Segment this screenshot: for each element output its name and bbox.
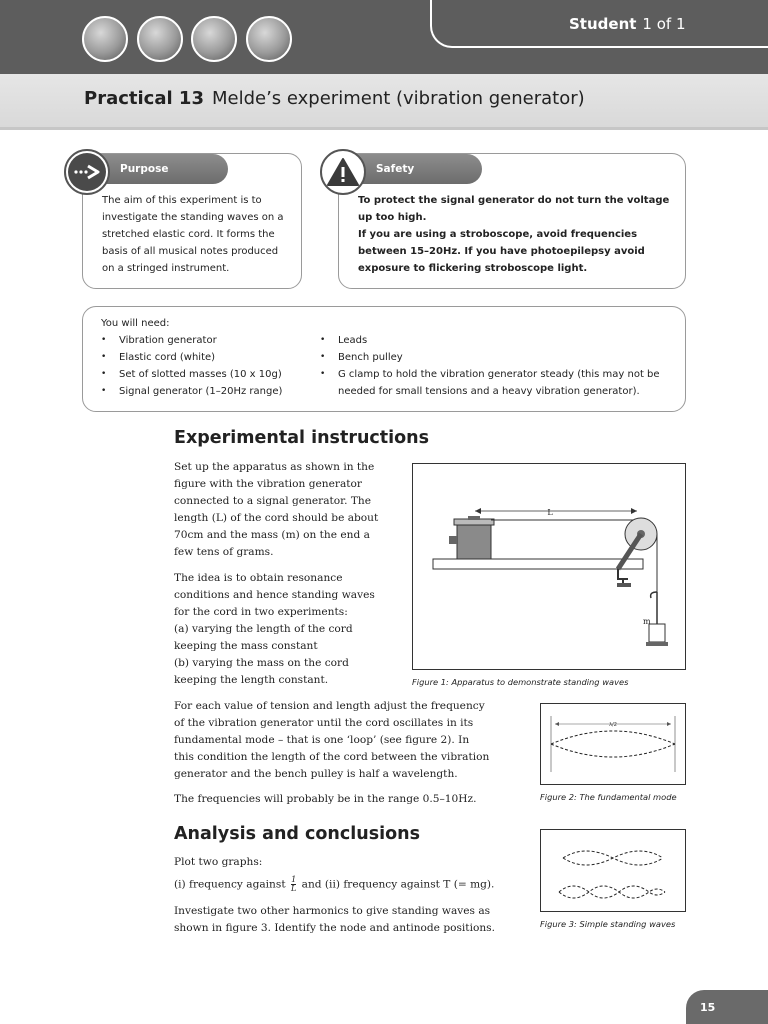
instructions-paragraph-4: The frequencies will probably be in the range 0.5–10Hz. (174, 793, 477, 805)
practical-number: Practical 13 (84, 88, 204, 109)
analysis-paragraph-2: (i) frequency against $\frac{1}{L}$ and (ii) frequency against T (= mg). (174, 875, 495, 893)
analysis-paragraph-1: Plot two graphs: (174, 856, 263, 868)
arrow-icon (73, 162, 101, 182)
analysis-paragraph-3: Investigate two other harmonics to give standing waves as shown in figure 3. Identify the node and antinode positions. (174, 905, 495, 934)
instructions-paragraph-1: Set up the apparatus as shown in the figure with the vibration generator connected to a signal generator. The length (L) of the cord should be about 70cm and the mass (m) on the end a few tens of grams. (174, 461, 379, 558)
list-item: • Set of slotted masses (10 x 10g) (101, 366, 282, 383)
equipment-list-left (101, 332, 282, 400)
practical-title: Melde’s experiment (vibration generator) (211, 88, 585, 109)
list-item: • Elastic cord (white) (101, 349, 282, 366)
analysis-heading: Analysis and conclusions (174, 824, 421, 844)
figure-2-caption: Figure 2: The fundamental mode (540, 792, 677, 802)
page-title (84, 88, 585, 109)
figure-1-apparatus (412, 463, 686, 670)
header-photo-1 (82, 16, 128, 62)
one-over-L-fraction: $\frac{1}{L}$ (290, 875, 297, 893)
list-item: • Bench pulley (320, 349, 660, 366)
mass-label: m (643, 617, 651, 626)
figure-3-standing-waves (540, 829, 686, 912)
fundamental-mode-diagram (541, 704, 685, 784)
header-photo-4 (246, 16, 292, 62)
figure-2-fundamental-mode (540, 703, 686, 785)
warning-triangle-icon (326, 157, 360, 187)
safety-icon (320, 149, 366, 195)
instructions-heading: Experimental instructions (174, 428, 430, 448)
header-photo-2 (137, 16, 183, 62)
instructions-paragraph-3: For each value of tension and length adjust the frequency of the vibration generator until the cord oscillates in its fundamental mode – that is one ‘loop’ (see figure 2). In this condition the length of the cord between the vibration generator and the bench pulley is half a wavelength. (174, 700, 490, 780)
figure-3-caption: Figure 3: Simple standing waves (540, 919, 676, 929)
header-photo-3 (191, 16, 237, 62)
purpose-icon (64, 149, 110, 195)
list-item: • G clamp to hold the vibration generator steady (this may not be (320, 366, 660, 383)
student-label: Student 1 of 1 (569, 15, 686, 33)
list-item: • Signal generator (1–20Hz range) (101, 383, 282, 400)
safety-text: To protect the signal generator do not turn the voltage up too high. If you are using a stroboscope, avoid frequencies between 15–20Hz. If you have photoepilepsy avoid exposure to flickering stroboscope light. (358, 195, 670, 274)
half-wavelength-label: λ/2 (609, 722, 617, 728)
page-number: 15 (686, 990, 768, 1024)
purpose-text: The aim of this experiment is to investigate the standing waves on a stretched elastic cord. It forms the basis of all musical notes produced on a stringed instrument. (102, 195, 284, 274)
equipment-title: You will need: (101, 318, 170, 329)
instructions-paragraph-2: The idea is to obtain resonance conditions and hence standing waves for the cord in two experiments: (a) varying the length of the cord keeping the mass constant (b) varying the mass on the cord keeping the length constant. (174, 572, 375, 686)
standing-waves-diagram (541, 830, 685, 911)
equipment-list-right (320, 332, 660, 400)
purpose-label: Purpose (78, 154, 228, 184)
apparatus-diagram (413, 464, 685, 669)
length-label: L (547, 508, 553, 517)
list-item-continued: needed for small tensions and a heavy vibration generator). (338, 386, 640, 397)
list-item: • Leads (320, 332, 660, 349)
list-item: • Vibration generator (101, 332, 282, 349)
figure-1-caption: Figure 1: Apparatus to demonstrate standing waves (412, 677, 629, 687)
safety-label: Safety (334, 154, 482, 184)
